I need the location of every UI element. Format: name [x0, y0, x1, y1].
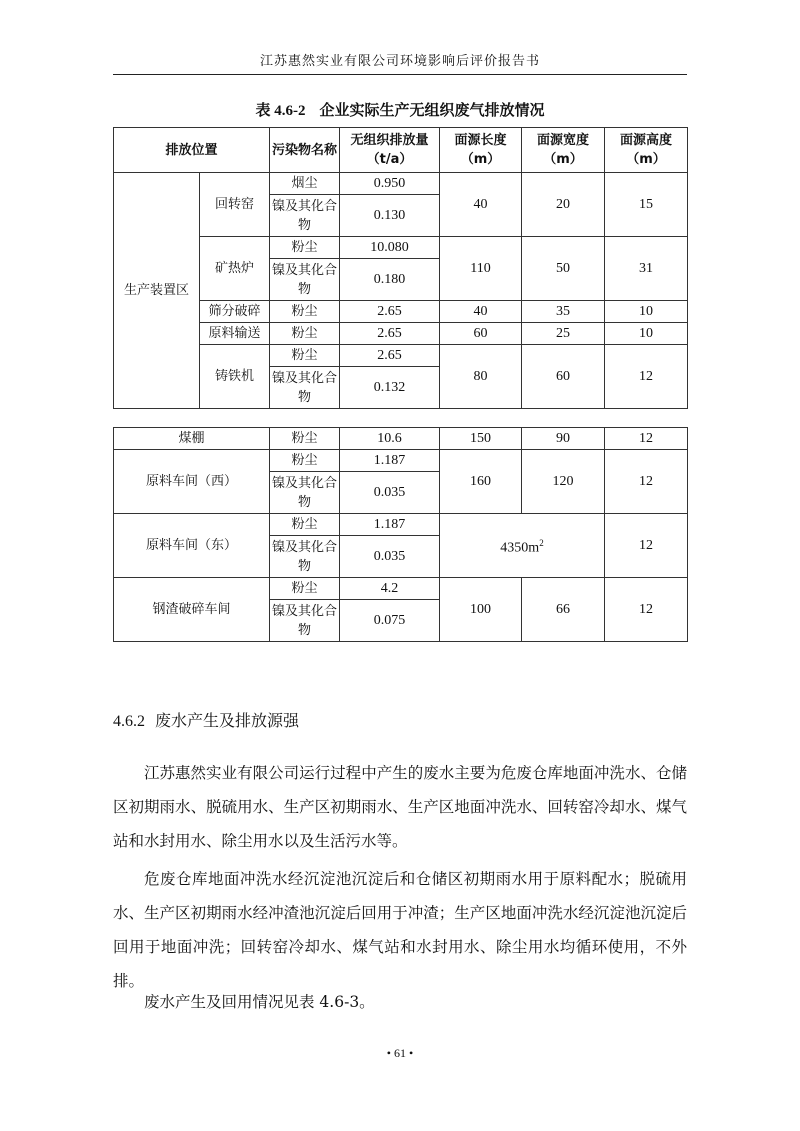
- section-title: 废水产生及排放源强: [155, 711, 300, 730]
- width-cell: 20: [522, 173, 605, 237]
- header-pollutant: 污染物名称: [270, 128, 340, 173]
- emission-cell: 0.035: [340, 536, 440, 578]
- unit-name: 原料输送: [200, 323, 270, 345]
- height-cell: 10: [605, 323, 688, 345]
- height-cell: 31: [605, 237, 688, 301]
- length-cell: 40: [440, 173, 522, 237]
- height-cell: 12: [605, 345, 688, 409]
- unit-name: 回转窑: [200, 173, 270, 237]
- page-number: • 61 •: [386, 1046, 414, 1060]
- pollutant-cell: 镍及其化合物: [270, 536, 340, 578]
- length-cell: 110: [440, 237, 522, 301]
- width-cell: 120: [522, 450, 605, 514]
- pollutant-cell: 镍及其化合物: [270, 367, 340, 409]
- width-cell: 90: [522, 428, 605, 450]
- length-cell: 160: [440, 450, 522, 514]
- pollutant-cell: 镍及其化合物: [270, 600, 340, 642]
- length-cell: 60: [440, 323, 522, 345]
- pollutant-cell: 粉尘: [270, 578, 340, 600]
- pollutant-cell: 粉尘: [270, 237, 340, 259]
- area-cell: $4350m^2$: [440, 514, 605, 578]
- section-number: 4.6.2: [113, 713, 145, 730]
- pollutant-cell: 粉尘: [270, 450, 340, 472]
- pollutant-cell: 粉尘: [270, 323, 340, 345]
- unit-name: 铸铁机: [200, 345, 270, 409]
- table-row: [114, 428, 688, 450]
- width-cell: 25: [522, 323, 605, 345]
- header-position: 排放位置: [114, 128, 270, 173]
- emission-cell: 0.075: [340, 600, 440, 642]
- emission-cell: 0.180: [340, 259, 440, 301]
- pollutant-cell: 镍及其化合物: [270, 259, 340, 301]
- header-divider: [113, 74, 687, 75]
- height-cell: 12: [605, 428, 688, 450]
- pollutant-cell: 烟尘: [270, 173, 340, 195]
- table-row: [114, 450, 688, 472]
- unit-name: 原料车间（西）: [114, 450, 270, 514]
- unit-name: 原料车间（东）: [114, 514, 270, 578]
- emission-cell: 2.65: [340, 345, 440, 367]
- emission-table-continued: [113, 427, 688, 642]
- emission-cell: 0.132: [340, 367, 440, 409]
- height-cell: 15: [605, 173, 688, 237]
- table-row: [114, 323, 688, 345]
- pollutant-cell: 粉尘: [270, 514, 340, 536]
- table-caption-number: 表 4.6-2: [255, 103, 306, 119]
- header-length: 面源长度 （m）: [440, 128, 522, 173]
- height-cell: 12: [605, 450, 688, 514]
- emission-cell: 2.65: [340, 301, 440, 323]
- table-row: [114, 173, 688, 195]
- pollutant-cell: 粉尘: [270, 301, 340, 323]
- width-cell: 60: [522, 345, 605, 409]
- body-paragraph: 废水产生及回用情况见表 4.6-3。: [144, 993, 375, 1011]
- width-cell: 35: [522, 301, 605, 323]
- pollutant-cell: 粉尘: [270, 345, 340, 367]
- table-row: [114, 237, 688, 259]
- emission-cell: 10.080: [340, 237, 440, 259]
- height-cell: 12: [605, 578, 688, 642]
- pollutant-cell: 镍及其化合物: [270, 195, 340, 237]
- table-caption: [113, 99, 687, 120]
- height-cell: 12: [605, 514, 688, 578]
- table-caption-text: 企业实际生产无组织废气排放情况: [319, 101, 545, 119]
- emission-cell: 10.6: [340, 428, 440, 450]
- height-cell: 10: [605, 301, 688, 323]
- unit-name: 筛分破碎: [200, 301, 270, 323]
- header-width: 面源宽度 （m）: [522, 128, 605, 173]
- header-height: 面源高度 （m）: [605, 128, 688, 173]
- emission-cell: 0.130: [340, 195, 440, 237]
- table-row: [114, 301, 688, 323]
- width-cell: 50: [522, 237, 605, 301]
- unit-name: 矿热炉: [200, 237, 270, 301]
- table-row: [114, 514, 688, 536]
- table-row: [114, 578, 688, 600]
- emission-table: [113, 127, 688, 409]
- unit-name: 煤棚: [114, 428, 270, 450]
- section-heading: [113, 708, 299, 731]
- emission-cell: 0.950: [340, 173, 440, 195]
- length-cell: 80: [440, 345, 522, 409]
- document-header: 江苏惠然实业有限公司环境影响后评价报告书: [259, 54, 540, 69]
- emission-cell: 1.187: [340, 450, 440, 472]
- length-cell: 100: [440, 578, 522, 642]
- emission-cell: 0.035: [340, 472, 440, 514]
- emission-cell: 4.2: [340, 578, 440, 600]
- header-emission: 无组织排放量 （t/a）: [340, 128, 440, 173]
- emission-cell: 2.65: [340, 323, 440, 345]
- body-paragraph: 江苏惠然实业有限公司运行过程中产生的废水主要为危废仓库地面冲洗水、仓储区初期雨水、脱硫用水、生产区初期雨水、生产区地面冲洗水、回转窑冷却水、煤气站和水封用水、除尘用水以及生活污水等。: [113, 764, 687, 850]
- length-cell: 40: [440, 301, 522, 323]
- length-cell: 150: [440, 428, 522, 450]
- table-row: [114, 345, 688, 367]
- emission-cell: 1.187: [340, 514, 440, 536]
- table-header-row: [114, 128, 688, 173]
- unit-name: 钢渣破碎车间: [114, 578, 270, 642]
- pollutant-cell: 镍及其化合物: [270, 472, 340, 514]
- area-label: 生产装置区: [114, 173, 200, 409]
- pollutant-cell: 粉尘: [270, 428, 340, 450]
- width-cell: 66: [522, 578, 605, 642]
- body-paragraph: 危废仓库地面冲洗水经沉淀池沉淀后和仓储区初期雨水用于原料配水；脱硫用水、生产区初期雨水经冲渣池沉淀后回用于冲渣；生产区地面冲洗水经沉淀池沉淀后回用于地面冲洗；回转窑冷却水、煤气站和水封用水、除尘用水均循环使用，不外排。: [113, 870, 687, 990]
